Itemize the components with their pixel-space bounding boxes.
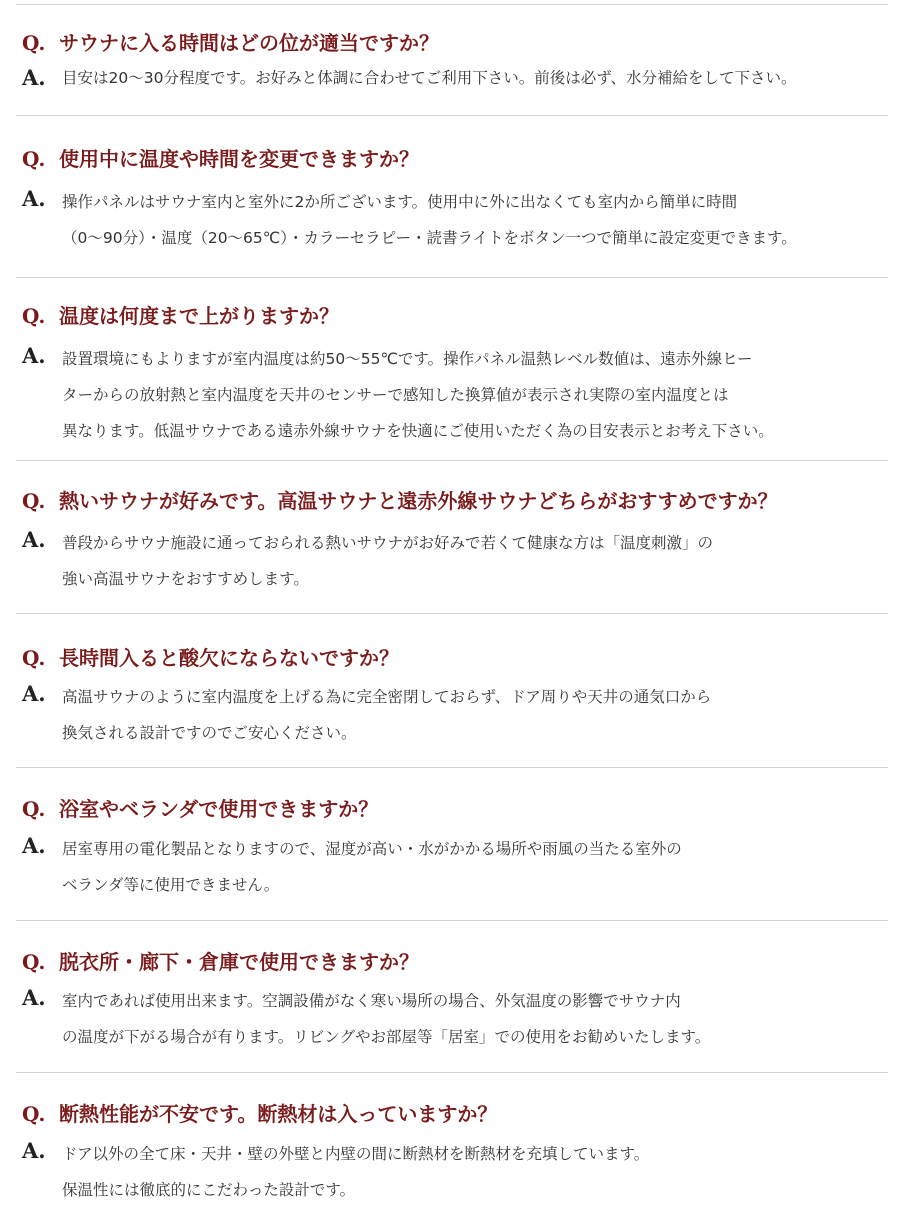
question-text: 断熱性能が不安です。断熱材は入っていますか？ (59, 1102, 498, 1126)
q-marker: Q. (22, 797, 46, 821)
answer-text (62, 1136, 649, 1208)
answer-line: 普段からサウナ施設に通っておられる熱いサウナがお好みで若くて健康な方は「温度刺激」の (62, 534, 714, 552)
faq-question (22, 1100, 497, 1128)
answer-line: 設置環境にもよりますが室内温度は約50〜55℃です。操作パネル温熱レベル数値は、遠赤外線ヒー (62, 350, 753, 368)
answer-text (62, 63, 796, 94)
answer-line: の温度が下がる場合が有ります。リビングやお部屋等「居室」での使用をお勧めいたします。 (62, 1028, 711, 1046)
faq-question (22, 644, 399, 672)
answer-line: 換気される設計ですのでご安心ください。 (62, 724, 357, 742)
answer-line: 目安は20〜30分程度です。お好みと体調に合わせてご利用下さい。前後は必ず、水分補給をして下さい。 (62, 69, 797, 87)
answer-text (62, 341, 774, 449)
top-divider (16, 4, 888, 5)
section-divider (16, 277, 888, 278)
faq-question (22, 487, 778, 515)
section-divider (16, 767, 888, 768)
question-text: 脱衣所・廊下・倉庫で使用できますか？ (59, 950, 419, 974)
a-marker: A. (22, 343, 46, 368)
answer-line: 室内であれば使用出来ます。空調設備がなく寒い場所の場合、外気温度の影響でサウナ内 (62, 992, 681, 1010)
answer-line: 居室専用の電化製品となりますので、湿度が高い・水がかかる場所や雨風の当たる室外の (62, 840, 682, 858)
answer-line: ドア以外の全て床・天井・壁の外壁と内壁の間に断熱材を断熱材を充填しています。 (62, 1145, 650, 1163)
faq-question (22, 795, 378, 823)
answer-line: （0〜90分）・温度（20〜65℃）・カラーセラピー・読書ライトをボタン一つで簡単に設定変更できます。 (62, 229, 797, 247)
section-divider (16, 613, 888, 614)
faq-question (22, 948, 419, 976)
q-marker: Q. (22, 304, 46, 328)
section-divider (16, 1072, 888, 1073)
answer-line: ベランダ等に使用できません。 (62, 876, 280, 894)
answer-text (62, 983, 710, 1055)
answer-line: ターからの放射熱と室内温度を天井のセンサーで感知した換算値が表示され実際の室内温度とは (62, 386, 729, 404)
faq-question (22, 302, 339, 330)
q-marker: Q. (22, 489, 46, 513)
a-marker: A. (22, 681, 46, 706)
answer-line: 高温サウナのように室内温度を上げる為に完全密閉しておらず、ドア周りや天井の通気口から (62, 688, 712, 706)
answer-line: 保温性には徹底的にこだわった設計です。 (62, 1181, 356, 1199)
question-text: 長時間入ると酸欠にならないですか？ (59, 646, 399, 670)
section-divider (16, 460, 888, 461)
section-divider (16, 920, 888, 921)
answer-text (62, 184, 797, 256)
a-marker: A. (22, 65, 46, 90)
answer-text (62, 831, 682, 903)
question-text: 温度は何度まで上がりますか？ (59, 304, 339, 328)
question-text: 使用中に温度や時間を変更できますか？ (59, 147, 419, 171)
answer-line: 異なります。低温サウナである遠赤外線サウナを快適にご使用いただく為の目安表示とお考え下さい。 (62, 422, 774, 440)
question-text: サウナに入る時間はどの位が適当ですか？ (59, 31, 439, 55)
answer-text (62, 525, 713, 597)
a-marker: A. (22, 186, 46, 211)
answer-line: 操作パネルはサウナ室内と室外に2か所ございます。使用中に外に出なくても室内から簡単に時間 (62, 193, 738, 211)
q-marker: Q. (22, 646, 46, 670)
a-marker: A. (22, 1138, 46, 1163)
a-marker: A. (22, 985, 46, 1010)
q-marker: Q. (22, 147, 46, 171)
a-marker: A. (22, 833, 46, 858)
section-divider (16, 115, 888, 116)
q-marker: Q. (22, 31, 46, 55)
question-text: 熱いサウナが好みです。高温サウナと遠赤外線サウナどちらがおすすめですか？ (59, 489, 778, 513)
q-marker: Q. (22, 950, 46, 974)
answer-line: 強い高温サウナをおすすめします。 (62, 570, 309, 588)
faq-question (22, 29, 439, 57)
faq-question (22, 145, 419, 173)
question-text: 浴室やベランダで使用できますか？ (59, 797, 379, 821)
answer-text (62, 679, 711, 751)
q-marker: Q. (22, 1102, 46, 1126)
a-marker: A. (22, 527, 46, 552)
